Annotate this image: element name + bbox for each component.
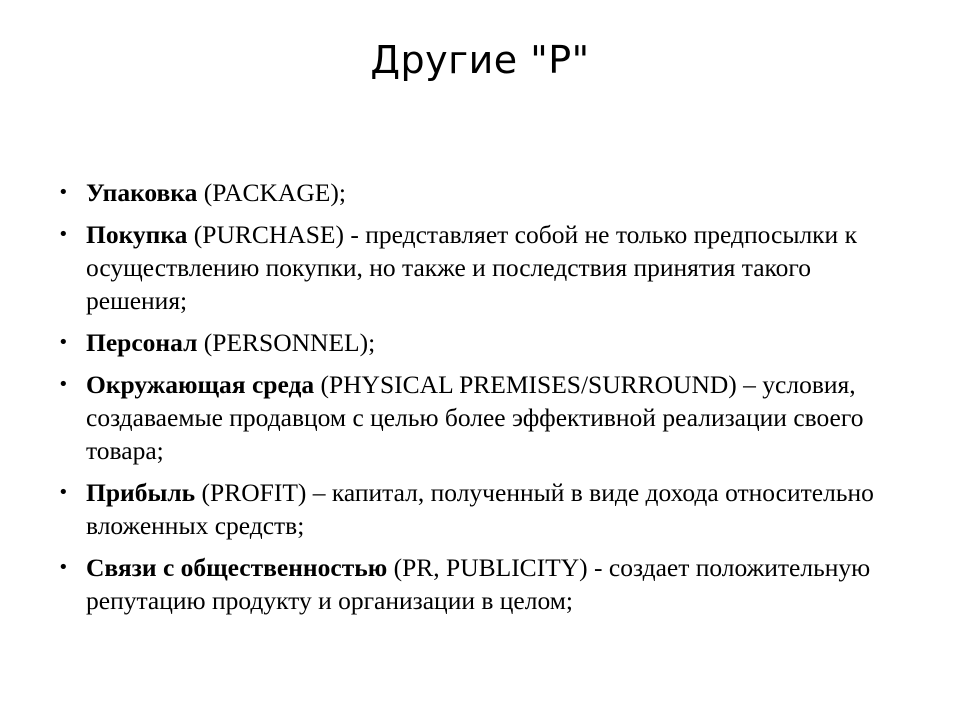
bullet-icon: • — [58, 374, 69, 395]
bullet-icon: • — [58, 182, 69, 203]
item-term: Прибыль — [86, 478, 196, 507]
bullet-list — [56, 176, 896, 626]
slide-title: Другие "P" — [370, 38, 590, 82]
item-text: (PR, PUBLICITY) - создает положительную репутацию продукту и организации в целом; — [86, 553, 871, 615]
item-term: Покупка — [86, 220, 188, 249]
list-item — [56, 326, 896, 359]
item-term: Окружающая среда — [86, 370, 315, 399]
list-item — [56, 476, 896, 542]
list-item — [56, 218, 896, 317]
list-item — [56, 551, 896, 617]
item-text: (PURCHASE) - представляет собой не только предпосылки к осуществлению покупки, но также и последствия принятия такого решения; — [86, 220, 857, 315]
item-term: Персонал — [86, 328, 198, 357]
item-text: (PROFIT) – капитал, полученный в виде дохода относительно вложенных средств; — [86, 478, 874, 540]
item-text: (PACKAGE); — [197, 178, 346, 207]
bullet-icon: • — [58, 224, 69, 245]
item-term: Упаковка — [86, 178, 198, 207]
item-text: (PERSONNEL); — [197, 328, 376, 357]
bullet-icon: • — [58, 482, 69, 503]
item-text: (PHYSICAL PREMISES/SURROUND) – условия, создаваемые продавцом с целью более эффективной реализации своего товара; — [86, 370, 864, 465]
list-item — [56, 368, 896, 467]
list-item — [56, 176, 896, 209]
bullet-icon: • — [58, 557, 69, 578]
bullet-icon: • — [58, 332, 69, 353]
item-term: Связи с общественностью — [86, 553, 388, 582]
